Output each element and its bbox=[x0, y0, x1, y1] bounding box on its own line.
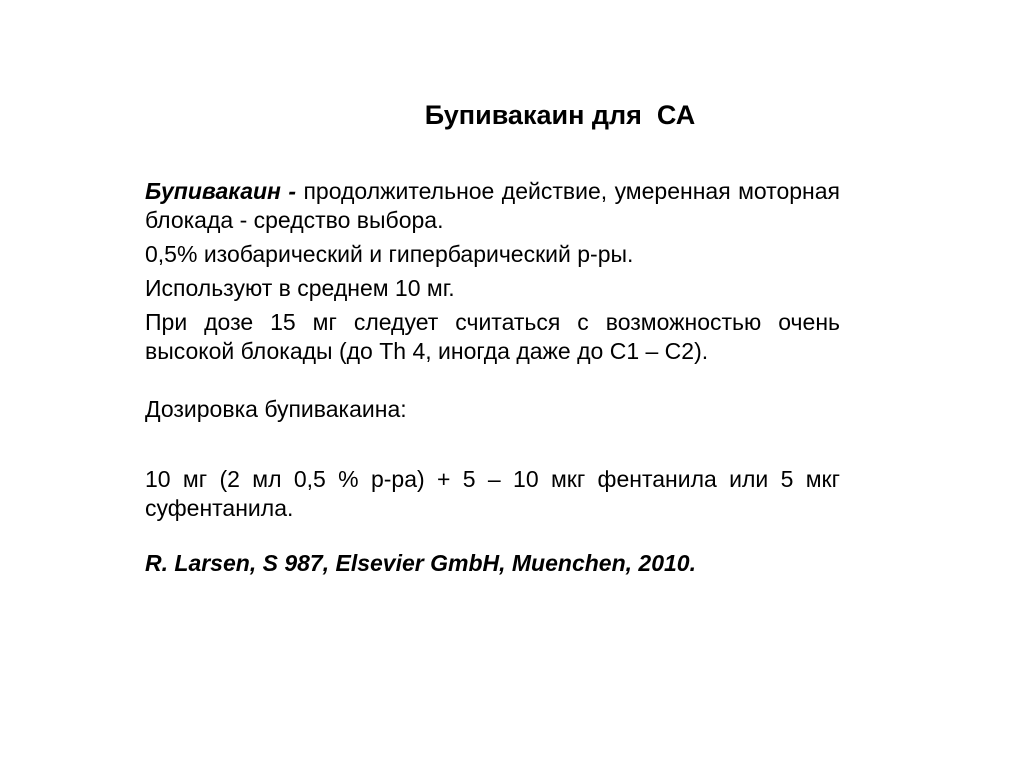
slide-body bbox=[145, 177, 840, 578]
definition-paragraph bbox=[145, 177, 840, 235]
reference-citation: R. Larsen, S 987, Elsevier GmbH, Muenchen, 2010. bbox=[145, 550, 696, 576]
dosage-paragraph: 10 мг (2 мл 0,5 % р-ра) + 5 – 10 мкг фентанила или 5 мкг суфентанила. bbox=[145, 466, 840, 521]
average-dose-paragraph: Используют в среднем 10 мг. bbox=[145, 275, 455, 301]
term-bupivacaine: Бупивакаин - bbox=[145, 178, 297, 204]
dosage-heading: Дозировка бупивакаина: bbox=[145, 396, 407, 422]
solutions-paragraph: 0,5% изобарический и гипербарический р-ры. bbox=[145, 241, 634, 267]
definition-text: продолжительное действие, умеренная моторная блокада - средство выбора. bbox=[145, 178, 840, 233]
slide-title: Бупивакаин для СА bbox=[424, 100, 696, 130]
high-dose-warning-paragraph: При дозе 15 мг следует считаться с возможностью очень высокой блокады (до Th 4, иногда даже до С1 – С2). bbox=[145, 309, 840, 364]
